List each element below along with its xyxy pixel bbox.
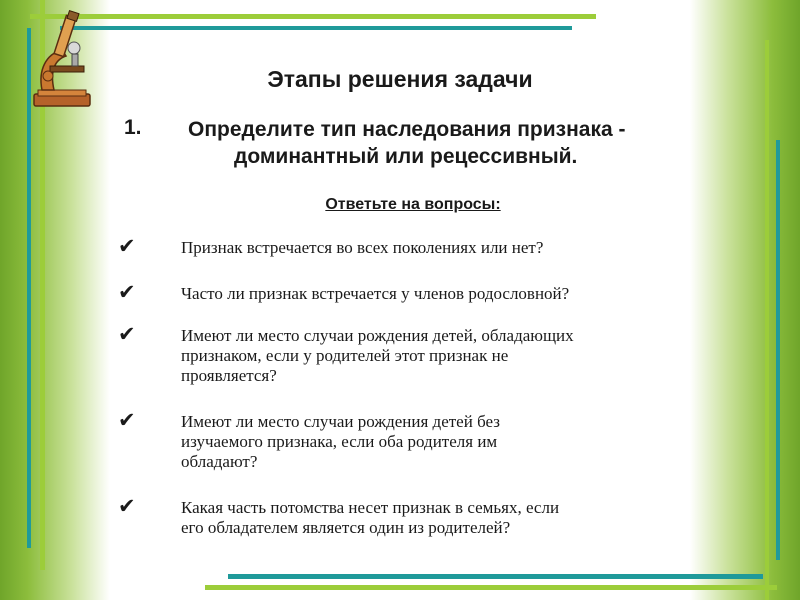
question-text <box>181 326 711 386</box>
bottom-teal-line <box>228 574 763 579</box>
question-line: его обладателем является один из родителей? <box>181 518 511 537</box>
top-green-line <box>30 14 596 19</box>
question-line: Часто ли признак встречается у членов родословной? <box>181 284 570 303</box>
right-green-line <box>765 40 769 600</box>
check-mark-icon: ✔ <box>118 408 136 432</box>
check-mark-icon: ✔ <box>118 280 136 304</box>
step-text-line2: доминантный или рецессивный. <box>234 145 578 168</box>
check-mark-icon: ✔ <box>118 234 136 258</box>
step-text-line1: Определите тип наследования признака - <box>188 118 626 141</box>
question-text <box>181 238 711 258</box>
question-text <box>181 412 711 472</box>
question-line: изучаемого признака, если оба родителя им <box>181 432 498 451</box>
question-line: признаком, если у родителей этот признак не <box>181 346 509 365</box>
question-text <box>181 498 711 538</box>
question-line: обладают? <box>181 452 258 471</box>
bottom-green-line <box>205 585 777 590</box>
question-line: Имеют ли место случаи рождения детей, обладающих <box>181 326 574 345</box>
top-teal-line <box>60 26 572 30</box>
step-number: 1. <box>124 116 142 139</box>
page-title: Этапы решения задачи <box>267 66 533 92</box>
microscope-icon <box>28 10 100 110</box>
check-mark-icon: ✔ <box>118 494 136 518</box>
check-mark-icon: ✔ <box>118 322 136 346</box>
questions-heading: Ответьте на вопросы: <box>325 196 501 213</box>
question-text <box>181 284 711 304</box>
question-line: Какая часть потомства несет признак в семьях, если <box>181 498 560 517</box>
question-line: проявляется? <box>181 366 277 385</box>
question-line: Признак встречается во всех поколениях или нет? <box>181 238 544 257</box>
step-text <box>188 116 728 170</box>
question-line: Имеют ли место случаи рождения детей без <box>181 412 500 431</box>
